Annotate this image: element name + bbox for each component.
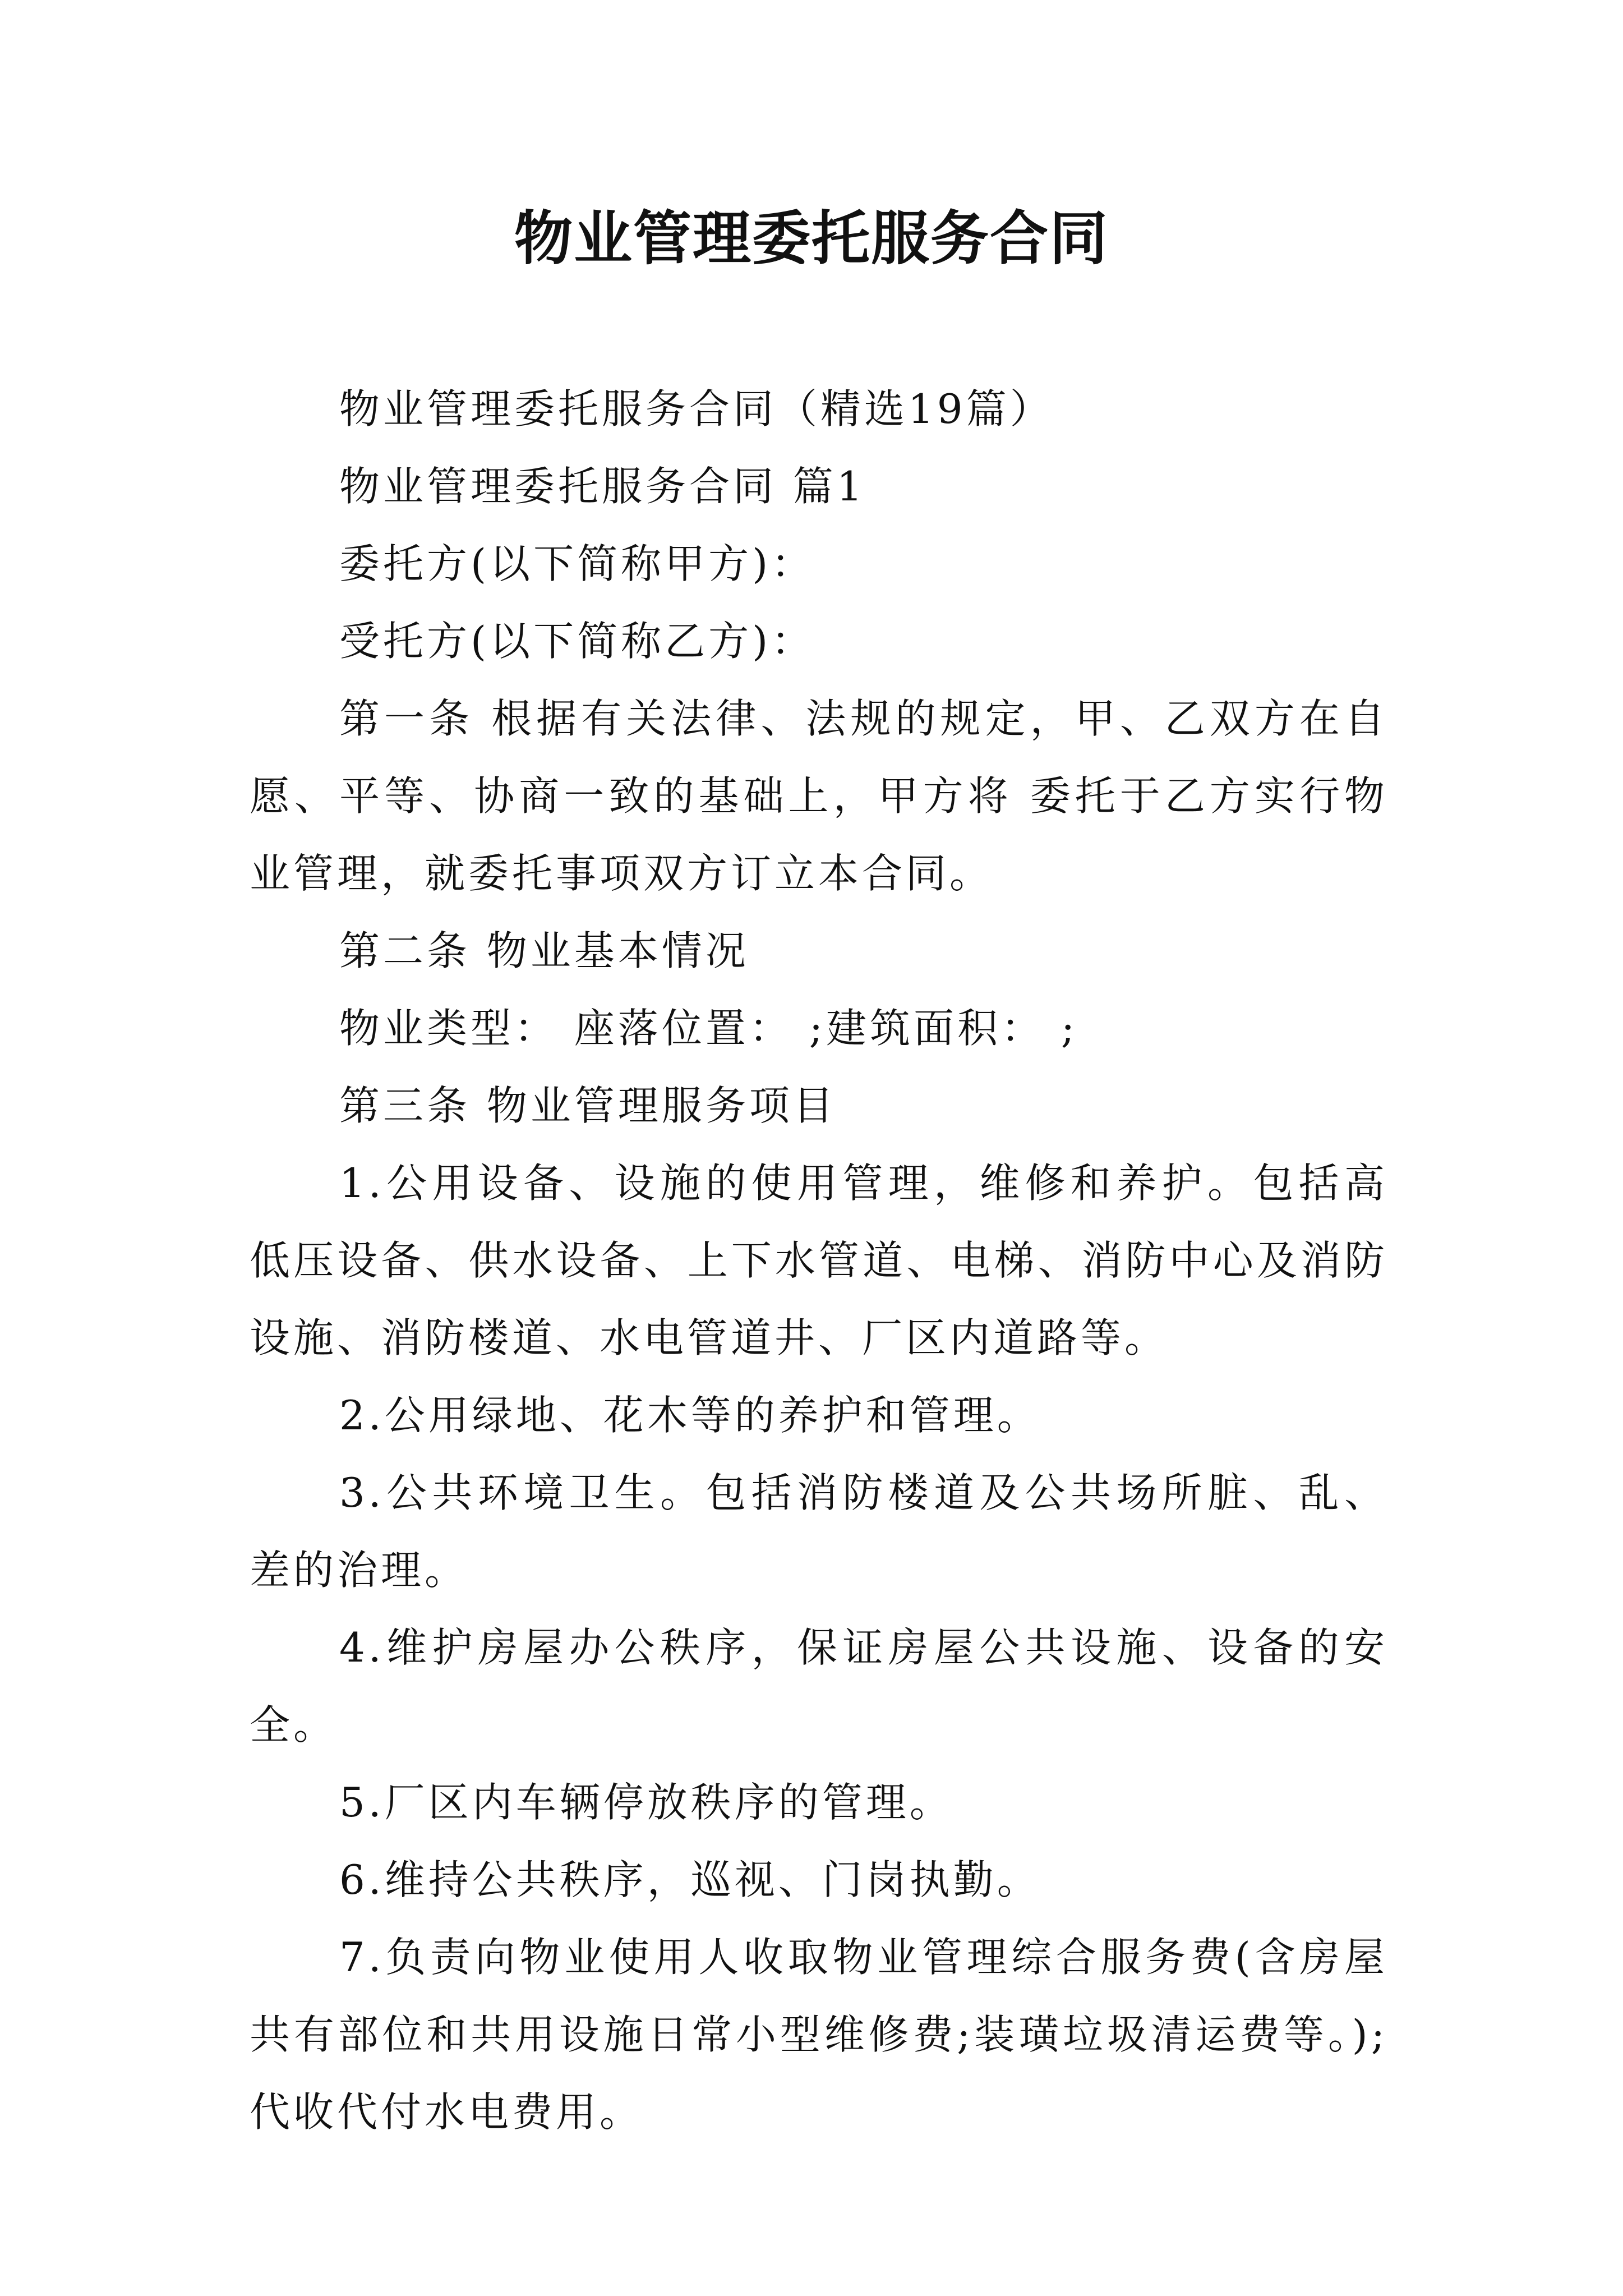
- paragraph: 受托方(以下简称乙方)：: [339, 618, 815, 665]
- document-title: 物业管理委托服务合同: [514, 204, 1109, 273]
- paragraph: 第一条 根据有关法律、法规的规定，甲、乙双方在自愿、平等、协商一致的基础上，甲方将 委托于乙方实行物业管理，就委托事项双方订立本合同。: [250, 695, 1388, 897]
- paragraph: 1.公用设备、设施的使用管理，维修和养护。包括高低压设备、供水设备、上下水管道、电梯、消防中心及消防设施、消防楼道、水电管道井、厂区内道路等。: [250, 1159, 1388, 1361]
- paragraph: 委托方(以下简称甲方)：: [339, 540, 815, 587]
- paragraph: 7.负责向物业使用人收取物业管理综合服务费(含房屋共有部位和共用设施日常小型维修费;装璜垃圾清运费等。);代收代付水电费用。: [250, 1934, 1388, 2136]
- paragraph: 3.公共环境卫生。包括消防楼道及公共场所脏、乱、差的治理。: [250, 1469, 1388, 1594]
- document-body: [250, 370, 1388, 2151]
- paragraph: 5.厂区内车辆停放秩序的管理。: [339, 1779, 953, 1826]
- paragraph: 第三条 物业管理服务项目: [339, 1082, 837, 1129]
- paragraph: 第二条 物业基本情况: [339, 927, 749, 974]
- paragraph: 物业管理委托服务合同（精选19篇）: [339, 385, 1054, 432]
- paragraph: 物业类型： 座落位置： ;建筑面积： ;: [339, 1005, 1078, 1052]
- paragraph: 4.维护房屋办公秩序，保证房屋公共设施、设备的安全。: [250, 1624, 1388, 1749]
- paragraph: 2.公用绿地、花木等的养护和管理。: [339, 1392, 1041, 1439]
- paragraph: 物业管理委托服务合同 篇1: [339, 463, 866, 510]
- paragraph: 6.维持公共秩序，巡视、门岗执勤。: [339, 1856, 1041, 1903]
